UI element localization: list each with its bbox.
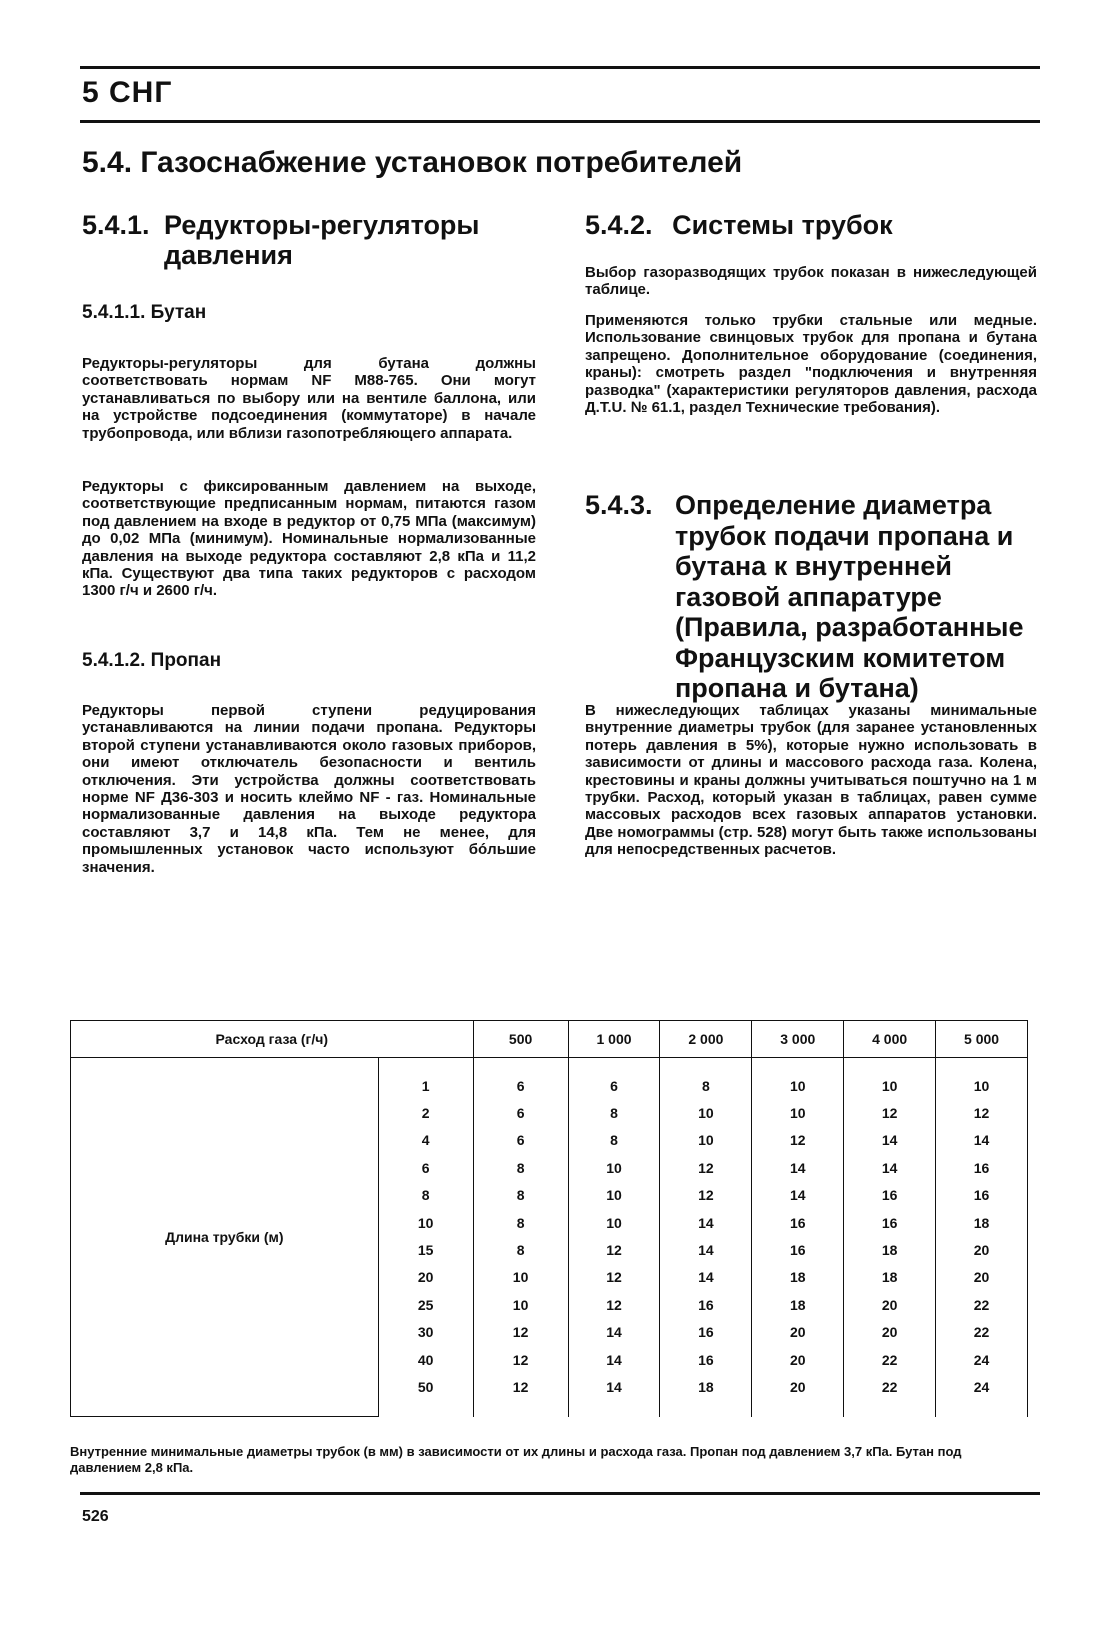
diameter-cell: 14 [568, 1346, 660, 1373]
diameter-cell: 12 [568, 1291, 660, 1318]
length-value: 2 [378, 1099, 473, 1126]
diameter-cell: 14 [844, 1127, 936, 1154]
diameter-cell: 14 [660, 1264, 752, 1291]
diameter-cell: 12 [473, 1346, 568, 1373]
diameter-cell: 10 [568, 1182, 660, 1209]
diameter-cell: 10 [473, 1291, 568, 1318]
flow-col-header: 5 000 [936, 1021, 1028, 1058]
diameter-cell: 6 [473, 1099, 568, 1126]
diameter-cell: 14 [844, 1154, 936, 1181]
heading-5-4-1-number: 5.4.1. [82, 210, 150, 240]
diameter-cell: 22 [844, 1346, 936, 1373]
paragraph-butane-1: Редукторы-регуляторы для бутана должны соответствовать нормам NF M88-765. Они могут устанавливаться по выбору или на вентиле баллона, или на устройстве подсоединения (коммутаторе) в начале трубопровода, или вблизи газопотребляющего аппарата. [82, 355, 536, 442]
diameter-cell: 8 [660, 1058, 752, 1100]
diameter-cell: 12 [660, 1154, 752, 1181]
chapter-rule [80, 120, 1040, 123]
heading-5-4-1-text: Редукторы-регуляторы давления [164, 210, 480, 270]
diameter-cell: 10 [752, 1099, 844, 1126]
length-value: 10 [378, 1209, 473, 1236]
flow-col-header: 500 [473, 1021, 568, 1058]
footer-rule [80, 1492, 1040, 1495]
diameter-cell: 8 [568, 1099, 660, 1126]
flow-header: Расход газа (г/ч) [71, 1021, 474, 1058]
length-value: 4 [378, 1127, 473, 1154]
diameter-cell: 16 [752, 1236, 844, 1263]
diameter-cell: 14 [568, 1373, 660, 1416]
length-value: 30 [378, 1319, 473, 1346]
diameter-cell: 10 [473, 1264, 568, 1291]
diameter-cell: 18 [844, 1236, 936, 1263]
diameter-table [70, 1020, 1028, 1417]
diameter-cell: 20 [752, 1319, 844, 1346]
heading-5-4-1 [82, 210, 552, 270]
diameter-cell: 12 [473, 1373, 568, 1416]
diameter-cell: 6 [473, 1127, 568, 1154]
diameter-cell: 12 [752, 1127, 844, 1154]
heading-5-4-2-number: 5.4.2. [585, 210, 653, 240]
length-value: 15 [378, 1236, 473, 1263]
diameter-cell: 24 [936, 1346, 1028, 1373]
diameter-cell: 22 [844, 1373, 936, 1416]
diameter-cell: 18 [752, 1291, 844, 1318]
length-value: 25 [378, 1291, 473, 1318]
diameter-cell: 14 [752, 1154, 844, 1181]
length-value: 40 [378, 1346, 473, 1373]
diameter-cell: 12 [936, 1099, 1028, 1126]
length-value: 8 [378, 1182, 473, 1209]
length-value: 1 [378, 1058, 473, 1100]
diameter-cell: 16 [660, 1291, 752, 1318]
table-caption: Внутренние минимальные диаметры трубок (в мм) в зависимости от их длины и расхода газа. Пропан под давлением 3,7 кПа. Бутан под давлением 2,8 кПа. [70, 1444, 962, 1475]
flow-col-header: 1 000 [568, 1021, 660, 1058]
diameter-cell: 6 [568, 1058, 660, 1100]
diameter-cell: 14 [936, 1127, 1028, 1154]
diameter-cell: 8 [473, 1154, 568, 1181]
diameter-cell: 12 [844, 1099, 936, 1126]
diameter-cell: 20 [936, 1264, 1028, 1291]
heading-5-4-2-text: Системы трубок [672, 210, 893, 240]
diameter-cell: 18 [752, 1264, 844, 1291]
diameter-cell: 16 [752, 1209, 844, 1236]
diameter-cell: 14 [568, 1319, 660, 1346]
page-number: 526 [82, 1508, 109, 1525]
diameter-cell: 10 [568, 1209, 660, 1236]
diameter-cell: 16 [936, 1154, 1028, 1181]
diameter-cell: 8 [568, 1127, 660, 1154]
paragraph-butane-2: Редукторы с фиксированным давлением на выходе, соответствующие предписанным нормам, питаются газом под давлением на входе в редуктор от 0,75 МПа (максимум) до 0,02 МПа (минимум). Номинальные нормализованные давления на выходе редуктора составляют 2,8 кПа и 11,2 кПа. Существуют два типа таких редукторов с расходом 1300 г/ч и 2600 г/ч. [82, 478, 536, 600]
diameter-cell: 10 [844, 1058, 936, 1100]
diameter-cell: 12 [660, 1182, 752, 1209]
diameter-cell: 16 [660, 1319, 752, 1346]
diameter-cell: 22 [936, 1291, 1028, 1318]
length-header: Длина трубки (м) [71, 1058, 379, 1417]
diameter-cell: 18 [936, 1209, 1028, 1236]
flow-col-header: 3 000 [752, 1021, 844, 1058]
diameter-cell: 10 [936, 1058, 1028, 1100]
diameter-cell: 14 [660, 1209, 752, 1236]
chapter-title: 5 СНГ [82, 76, 173, 109]
paragraph-pipes-2: Применяются только трубки стальные или медные. Использование свинцовых трубок для пропана и бутана запрещено. Дополнительное оборудование (соединения, краны): смотреть раздел "подключения и внутренняя разводка" (характеристики регуляторов давления, расхода Д.T.U. № 61.1, раздел Технические требования). [585, 312, 1037, 417]
paragraph-propane: Редукторы первой ступени редуцирования устанавливаются на линии подачи пропана. Редукторы второй ступени устанавливаются около газовых приборов, они имеют отключатель безопасности и вентиль отключения. Эти устройства должны соответствовать норме NF Д36-303 и носить клеймо NF - газ. Номинальные нормализованные давления на выходе редуктора составляют 3,7 и 14,8 кПа. Тем не менее, для промышленных установок часто используют бóльшие значения. [82, 702, 536, 876]
diameter-cell: 8 [473, 1182, 568, 1209]
diameter-cell: 24 [936, 1373, 1028, 1416]
table-row [71, 1058, 1028, 1100]
diameter-cell: 8 [473, 1209, 568, 1236]
top-rule [80, 66, 1040, 69]
diameter-cell: 20 [752, 1346, 844, 1373]
diameter-cell: 10 [568, 1154, 660, 1181]
length-value: 50 [378, 1373, 473, 1416]
heading-5-4-1-2: 5.4.1.2. Пропан [82, 650, 222, 671]
diameter-cell: 14 [752, 1182, 844, 1209]
diameter-cell: 10 [660, 1099, 752, 1126]
heading-5-4-3-number: 5.4.3. [585, 490, 653, 520]
diameter-cell: 12 [473, 1319, 568, 1346]
diameter-cell: 20 [844, 1291, 936, 1318]
table-header-row [71, 1021, 1028, 1058]
diameter-cell: 18 [844, 1264, 936, 1291]
heading-5-4-1-1: 5.4.1.1. Бутан [82, 302, 207, 323]
paragraph-pipes-1: Выбор газоразводящих трубок показан в нижеследующей таблице. [585, 264, 1037, 299]
diameter-cell: 10 [752, 1058, 844, 1100]
diameter-cell: 18 [660, 1373, 752, 1416]
heading-5-4-2 [585, 210, 1037, 240]
diameter-cell: 10 [660, 1127, 752, 1154]
diameter-cell: 12 [568, 1236, 660, 1263]
diameter-cell: 16 [844, 1182, 936, 1209]
heading-5-4-3 [585, 490, 1037, 704]
diameter-cell: 8 [473, 1236, 568, 1263]
section-title: 5.4. Газоснабжение установок потребителей [82, 146, 743, 179]
diameter-cell: 16 [936, 1182, 1028, 1209]
diameter-cell: 22 [936, 1319, 1028, 1346]
flow-col-header: 2 000 [660, 1021, 752, 1058]
diameter-cell: 16 [660, 1346, 752, 1373]
diameter-cell: 14 [660, 1236, 752, 1263]
flow-col-header: 4 000 [844, 1021, 936, 1058]
paragraph-diameters: В нижеследующих таблицах указаны минимальные внутренние диаметры трубок (для заранее установленных потерь давления в 5%), которые нужно использовать в зависимости от длины и массового расхода газа. Колена, крестовины и краны должны учитываться поштучно на 1 м трубки. Расход, который указан в таблицах, равен сумме массовых расходов всех газовых аппаратов установки. Две номограммы (стр. 528) могут быть также использованы для непосредственных расчетов. [585, 702, 1037, 859]
diameter-cell: 20 [844, 1319, 936, 1346]
diameter-cell: 20 [752, 1373, 844, 1416]
length-value: 20 [378, 1264, 473, 1291]
diameter-cell: 6 [473, 1058, 568, 1100]
diameter-cell: 20 [936, 1236, 1028, 1263]
length-value: 6 [378, 1154, 473, 1181]
diameter-cell: 12 [568, 1264, 660, 1291]
heading-5-4-3-text: Определение диаметра трубок подачи пропана и бутана к внутренней газовой аппаратуре (Правила, разработанные Французским комитетом пропана и бутана) [675, 490, 1024, 703]
diameter-cell: 16 [844, 1209, 936, 1236]
